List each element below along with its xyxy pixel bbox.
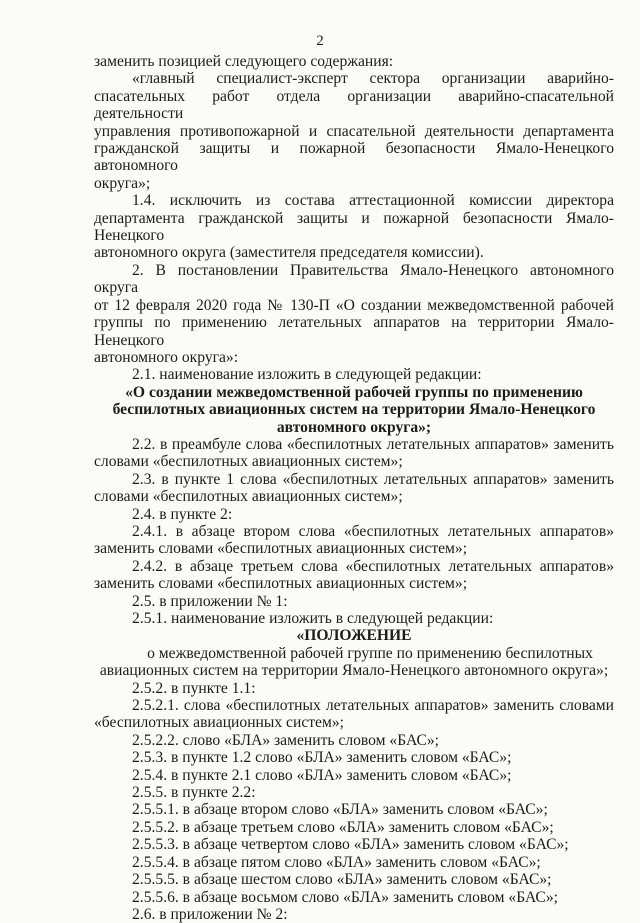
document-line: «ПОЛОЖЕНИЕ: [296, 627, 412, 645]
document-line: «беспилотных авиационных систем»;: [94, 714, 344, 732]
document-line: 2.2. в преамбуле слова «беспилотных летательных аппаратов» заменить: [132, 435, 614, 453]
document-line: автономного округа»:: [94, 348, 239, 366]
document-line: от 12 февраля 2020 года № 130-П «О создании межведомственной рабочей: [94, 296, 614, 314]
document-line: 2.5.2.1. слова «беспилотных летательных аппаратов» заменить словами: [132, 697, 614, 715]
document-line: заменить словами «беспилотных авиационных систем»;: [94, 540, 468, 558]
document-line: «О создании межведомственной рабочей группы по применению: [125, 383, 583, 401]
document-line: заменить позицией следующего содержания:: [94, 53, 394, 70]
document-line: 2.1. наименование изложить в следующей редакции:: [132, 366, 482, 384]
document-line: департамента гражданской защиты и пожарной безопасности Ямало-Ненецкого: [94, 209, 614, 245]
document-line: 2.3. в пункте 1 слова «беспилотных летательных аппаратов» заменить: [132, 470, 614, 488]
document-line: 2.4. в пункте 2:: [132, 505, 233, 523]
document-line: управления противопожарной и спасательной деятельности департамента: [94, 122, 614, 140]
document-line: заменить словами «беспилотных авиационных систем»;: [94, 575, 468, 593]
document-line: 2.5.2. в пункте 1.1:: [132, 679, 256, 697]
document-body: [94, 53, 614, 923]
page-number: 2: [316, 33, 324, 49]
document-line: 2.5. в приложении № 1:: [132, 592, 288, 610]
document-line: автономного округа»;: [276, 418, 432, 436]
document-line: 1.4. исключить из состава аттестационной комиссии директора: [132, 192, 614, 210]
document-line: автономного округа (заместителя председателя комиссии).: [94, 244, 484, 262]
document-line: «главный специалист-эксперт сектора организации аварийно-: [132, 70, 614, 88]
document-line: округа»;: [94, 174, 151, 192]
document-line: 2.5.4. в пункте 2.1 слово «БЛА» заменить словом «БАС»;: [132, 766, 512, 784]
document-line: 2.5.5.4. в абзаце пятом слово «БЛА» заменить словом «БАС»;: [132, 853, 541, 871]
document-line: группы по применению летательных аппаратов на территории Ямало-Ненецкого: [94, 314, 614, 349]
document-line: 2.5.5.2. в абзаце третьем слово «БЛА» заменить словом «БАС»;: [132, 818, 554, 836]
document-line: 2.5.2.2. слово «БЛА» заменить словом «БАС»;: [132, 731, 439, 749]
document-line: гражданской защиты и пожарной безопасности Ямало-Ненецкого автономного: [94, 140, 614, 175]
document-line: 2.5.3. в пункте 1.2 слово «БЛА» заменить словом «БАС»;: [132, 749, 512, 767]
document-line: о межведомственной рабочей группе по применению беспилотных: [147, 644, 593, 662]
document-line: 2.5.5.3. в абзаце четвертом слово «БЛА» заменить словом «БАС»;: [132, 836, 569, 854]
document-line: 2. В постановлении Правительства Ямало-Ненецкого автономного округа: [94, 261, 614, 297]
document-line: 2.4.2. в абзаце третьем слова «беспилотных летательных аппаратов»: [132, 557, 614, 575]
document-line: словами «беспилотных авиационных систем»;: [94, 488, 403, 506]
document-line: 2.5.5.5. в абзаце шестом слово «БЛА» заменить словом «БАС»;: [132, 871, 552, 889]
document-line: 2.5.5.6. в абзаце восьмом слово «БЛА» заменить словом «БАС»;: [132, 888, 558, 906]
document-line: 2.5.5.1. в абзаце втором слово «БЛА» заменить словом «БАС»;: [132, 801, 548, 819]
document-line: спасательных работ отдела организации аварийно-спасательной деятельности: [94, 87, 614, 123]
document-line: 2.6. в приложении № 2:: [132, 905, 288, 923]
document-line: 2.5.5. в пункте 2.2:: [132, 784, 256, 802]
document-line: 2.5.1. наименование изложить в следующей редакции:: [132, 610, 494, 627]
document-line: авиационных систем на территории Ямало-Ненецкого автономного округа»;: [99, 662, 609, 680]
document-line: 2.4.1. в абзаце втором слова «беспилотных летательных аппаратов»: [132, 522, 614, 540]
document-line: беспилотных авиационных систем на территории Ямало-Ненецкого: [112, 401, 596, 419]
document-line: словами «беспилотных авиационных систем»;: [94, 453, 403, 471]
